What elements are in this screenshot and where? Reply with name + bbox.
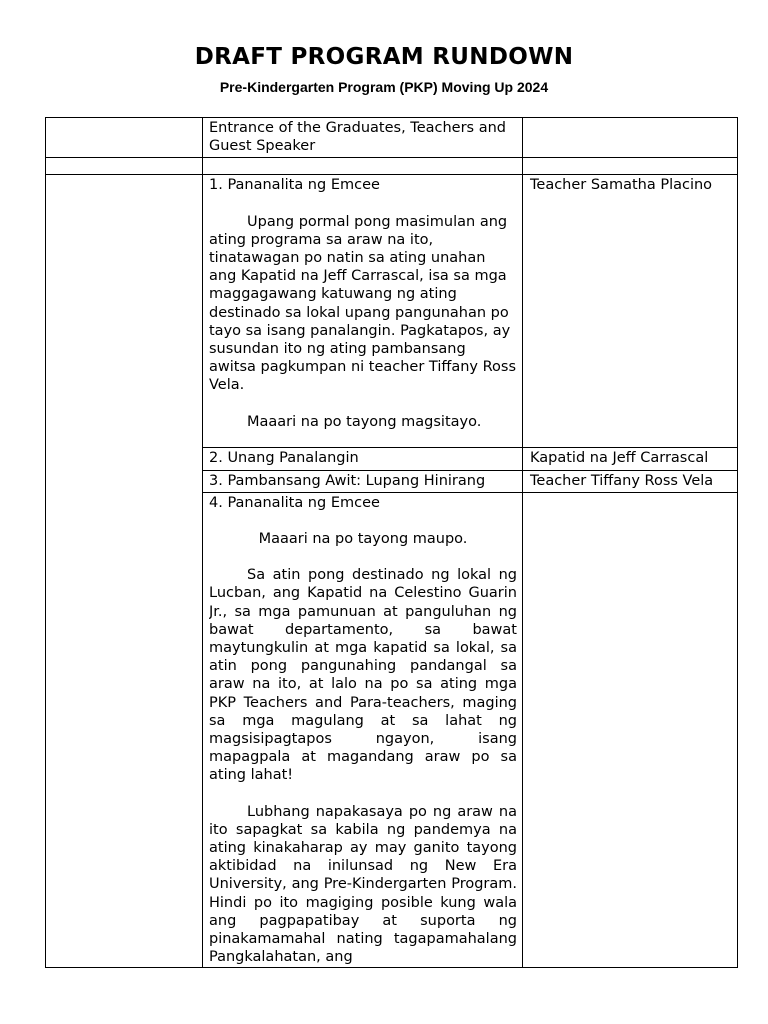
activity-cell xyxy=(203,470,523,492)
person-cell xyxy=(523,448,738,470)
program-rundown-table xyxy=(45,117,738,968)
time-cell xyxy=(46,118,203,158)
document-title: DRAFT PROGRAM RUNDOWN xyxy=(194,44,574,70)
activity-paragraph: Maaari na po tayong magsitayo. xyxy=(247,413,482,430)
spacer-cell xyxy=(203,158,523,175)
document-subtitle: Pre-Kindergarten Program (PKP) Moving Up 2024 xyxy=(219,79,549,95)
activity-text: 3. Pambansang Awit: Lupang Hinirang xyxy=(209,472,486,489)
table-row-emcee-1 xyxy=(46,175,738,448)
time-cell xyxy=(46,175,203,967)
person-cell xyxy=(523,470,738,492)
activity-cell xyxy=(203,175,523,448)
activity-heading: 1. Pananalita ng Emcee xyxy=(209,177,380,194)
activity-text: Entrance of the Graduates, Teachers and Guest Speaker xyxy=(209,120,506,155)
person-cell xyxy=(523,118,738,158)
person-text: Teacher Samatha Placino xyxy=(530,177,713,194)
person-text: Teacher Tiffany Ross Vela xyxy=(530,472,714,489)
person-text: Kapatid na Jeff Carrascal xyxy=(530,450,709,467)
activity-text: 2. Unang Panalangin xyxy=(209,450,359,467)
activity-cell xyxy=(203,448,523,470)
spacer-cell xyxy=(523,158,738,175)
activity-paragraph: Lubhang napakasaya po ng araw na ito sapagkat sa kabila ng pandemya na ating kinakaharap ay may ganito tayong aktibidad na inilunsad ng New Era University, ang Pre-Kindergarten Program. Hindi po ito magiging posible kung wala ang pagpapatibay at suporta ng pinakamamahal nating tagapamahalang Pangkalahatan, ang xyxy=(209,803,517,965)
person-cell xyxy=(523,175,738,448)
activity-cell xyxy=(203,492,523,967)
activity-paragraph: Sa atin pong destinado ng lokal ng Lucban, ang Kapatid na Celestino Guarin Jr., sa mga pamunuan at panguluhan ng bawat departamento, sa bawat maytungkulin at mga kapatid sa lokal, sa atin pong pangunahing pandangal sa araw na ito, at lalo na po sa ating mga PKP Teachers and Para-teachers, maging sa mga magulang at sa lahat ng magsisipagtapos ngayon, isang mapagpala at magandang araw po sa ating lahat! xyxy=(209,567,517,784)
activity-paragraph: Upang pormal pong masimulan ang ating programa sa araw na ito, tinatawagan po natin sa ating unahan ang Kapatid na Jeff Carrascal, isa sa mga maggagawang katuwang ng ating destinado sa lokal upang pangunahan po tayo sa isang panalangin. Pagkatapos, ay susundan ito ng ating pambansang awitsa pagkumpan ni teacher Tiffany Ross Vela. xyxy=(209,213,517,394)
activity-heading: 4. Pananalita ng Emcee xyxy=(209,494,380,511)
activity-centered-line: Maaari na po tayong maupo. xyxy=(258,531,468,548)
table-row-spacer xyxy=(46,158,738,175)
spacer-cell xyxy=(46,158,203,175)
activity-cell xyxy=(203,118,523,158)
table-row-entrance xyxy=(46,118,738,158)
person-cell xyxy=(523,492,738,967)
